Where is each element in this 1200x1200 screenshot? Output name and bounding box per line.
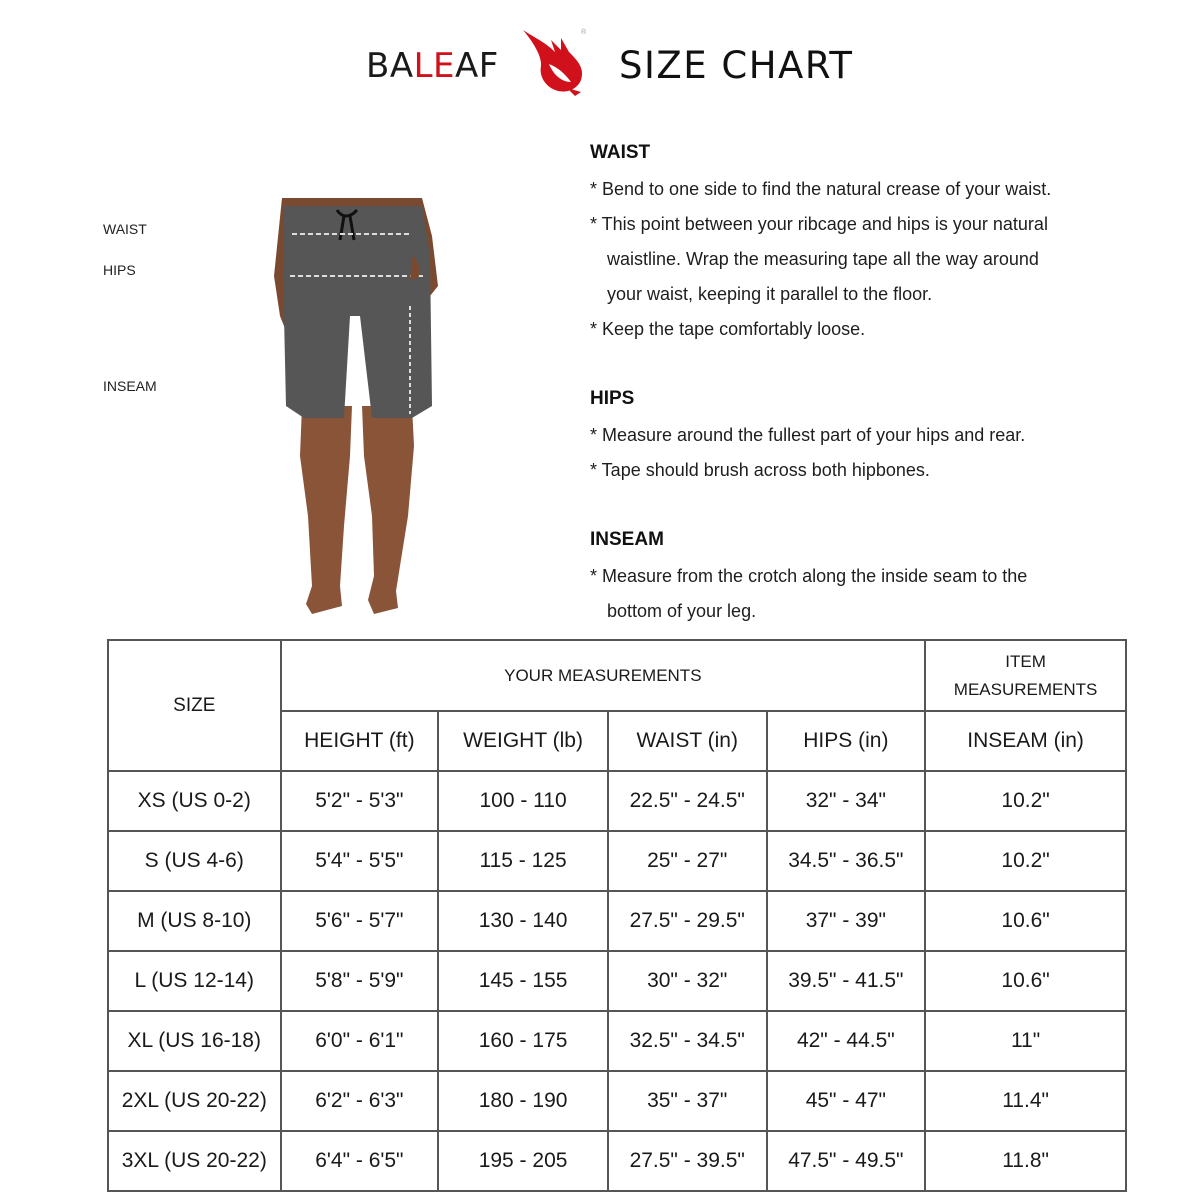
hips-cell: 34.5" - 36.5" <box>767 831 926 891</box>
header <box>0 20 1200 120</box>
hips-cell: 47.5" - 49.5" <box>767 1131 926 1191</box>
weight-cell: 180 - 190 <box>438 1071 608 1131</box>
waist-heading: WAIST <box>590 142 651 163</box>
table-row <box>108 771 1126 831</box>
inseam-cell: 10.2" <box>925 831 1126 891</box>
label-waist: WAIST <box>103 221 147 237</box>
size-cell: L (US 12-14) <box>108 951 281 1011</box>
brand-prefix: BA <box>366 46 414 86</box>
size-cell: 2XL (US 20-22) <box>108 1071 281 1131</box>
waist-bullet-3: * Keep the tape comfortably loose. <box>590 319 866 339</box>
inseam-guide <box>590 529 1150 629</box>
size-cell: M (US 8-10) <box>108 891 281 951</box>
hips-guide <box>590 388 1150 488</box>
weight-column-header: WEIGHT (lb) <box>438 711 608 771</box>
size-cell: XL (US 16-18) <box>108 1011 281 1071</box>
waist-cell: 27.5" - 29.5" <box>608 891 767 951</box>
height-cell: 5'8" - 5'9" <box>281 951 439 1011</box>
hips-cell: 45" - 47" <box>767 1071 926 1131</box>
hips-cell: 42" - 44.5" <box>767 1011 926 1071</box>
brand-logo-text <box>366 46 499 86</box>
hips-cell: 32" - 34" <box>767 771 926 831</box>
waist-bullet-2-cont-1: waistline. Wrap the measuring tape all the way around <box>607 249 1039 269</box>
flame-leaf-logo-icon <box>515 26 595 98</box>
inseam-cell: 11" <box>925 1011 1126 1071</box>
inseam-cell: 10.2" <box>925 771 1126 831</box>
waist-cell: 22.5" - 24.5" <box>608 771 767 831</box>
waist-bullet-2-cont-2: your waist, keeping it parallel to the floor. <box>607 284 933 304</box>
size-column-header: SIZE <box>108 640 281 771</box>
hips-heading: HIPS <box>590 388 635 409</box>
registered-mark: ® <box>581 29 587 36</box>
page-title: SIZE CHART <box>619 44 854 87</box>
size-cell: 3XL (US 20-22) <box>108 1131 281 1191</box>
weight-cell: 115 - 125 <box>438 831 608 891</box>
height-column-header: HEIGHT (ft) <box>281 711 439 771</box>
model-shorts-photo <box>262 196 440 626</box>
hips-bullet-2: * Tape should brush across both hipbones. <box>590 460 930 480</box>
waist-cell: 25" - 27" <box>608 831 767 891</box>
height-cell: 6'2" - 6'3" <box>281 1071 439 1131</box>
label-inseam: INSEAM <box>103 378 157 394</box>
waist-column-header: WAIST (in) <box>608 711 767 771</box>
inseam-cell: 11.8" <box>925 1131 1126 1191</box>
inseam-cell: 10.6" <box>925 951 1126 1011</box>
size-cell: S (US 4-6) <box>108 831 281 891</box>
waist-bullet-1: * Bend to one side to find the natural crease of your waist. <box>590 179 1052 199</box>
label-hips: HIPS <box>103 262 136 278</box>
waist-cell: 32.5" - 34.5" <box>608 1011 767 1071</box>
table-row <box>108 1011 1126 1071</box>
size-table <box>107 639 1127 1192</box>
hips-column-header: HIPS (in) <box>767 711 926 771</box>
waist-bullet-2: * This point between your ribcage and hips is your natural <box>590 214 1048 234</box>
weight-cell: 195 - 205 <box>438 1131 608 1191</box>
weight-cell: 100 - 110 <box>438 771 608 831</box>
your-measurements-header: YOUR MEASUREMENTS <box>281 640 926 711</box>
item-header-line2: MEASUREMENTS <box>953 679 1098 699</box>
table-row <box>108 831 1126 891</box>
table-row <box>108 1131 1126 1191</box>
table-row <box>108 951 1126 1011</box>
inseam-bullet-1: * Measure from the crotch along the inside seam to the <box>590 566 1028 586</box>
inseam-cell: 11.4" <box>925 1071 1126 1131</box>
item-header-line1: ITEM <box>1005 651 1046 671</box>
hips-cell: 37" - 39" <box>767 891 926 951</box>
waist-cell: 27.5" - 39.5" <box>608 1131 767 1191</box>
inseam-cell: 10.6" <box>925 891 1126 951</box>
weight-cell: 145 - 155 <box>438 951 608 1011</box>
item-measurements-header <box>925 640 1126 711</box>
weight-cell: 130 - 140 <box>438 891 608 951</box>
inseam-bullet-1-cont: bottom of your leg. <box>607 601 757 621</box>
weight-cell: 160 - 175 <box>438 1011 608 1071</box>
height-cell: 5'4" - 5'5" <box>281 831 439 891</box>
waist-cell: 35" - 37" <box>608 1071 767 1131</box>
waist-guide <box>590 142 1150 347</box>
height-cell: 5'2" - 5'3" <box>281 771 439 831</box>
height-cell: 6'0" - 6'1" <box>281 1011 439 1071</box>
hips-cell: 39.5" - 41.5" <box>767 951 926 1011</box>
height-cell: 6'4" - 6'5" <box>281 1131 439 1191</box>
waist-cell: 30" - 32" <box>608 951 767 1011</box>
height-cell: 5'6" - 5'7" <box>281 891 439 951</box>
table-row <box>108 891 1126 951</box>
brand-suffix: AF <box>455 46 499 86</box>
inseam-column-header: INSEAM (in) <box>925 711 1126 771</box>
brand-red: LE <box>413 46 456 86</box>
hips-bullet-1: * Measure around the fullest part of your hips and rear. <box>590 425 1026 445</box>
table-row <box>108 1071 1126 1131</box>
size-cell: XS (US 0-2) <box>108 771 281 831</box>
inseam-heading: INSEAM <box>590 529 664 550</box>
